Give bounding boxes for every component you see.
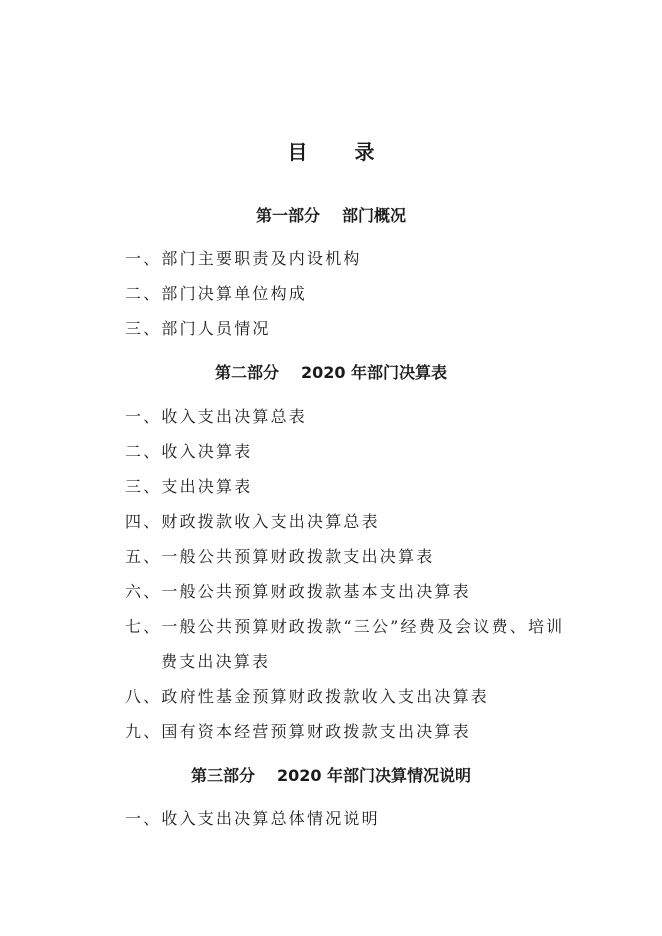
toc-title: 目 录 bbox=[287, 140, 395, 164]
toc-item-continuation: 费支出决算表 bbox=[161, 652, 271, 671]
toc-item: 二、部门决算单位构成 bbox=[125, 284, 308, 303]
toc-item: 一、收入支出决算总表 bbox=[125, 407, 308, 426]
toc-item: 一、收入支出决算总体情况说明 bbox=[125, 809, 380, 828]
toc-item: 六、一般公共预算财政拨款基本支出决算表 bbox=[125, 582, 471, 601]
toc-item: 二、收入决算表 bbox=[125, 442, 253, 461]
section-name: 2020 年部门决算情况说明 bbox=[276, 766, 472, 785]
section-heading-part2 bbox=[0, 360, 662, 383]
section-label: 第一部分 bbox=[255, 206, 320, 225]
toc-item: 五、一般公共预算财政拨款支出决算表 bbox=[125, 547, 435, 566]
section-label: 第二部分 bbox=[214, 363, 279, 382]
section-name: 部门概况 bbox=[342, 206, 407, 225]
section-label: 第三部分 bbox=[190, 766, 255, 785]
section-heading-part1 bbox=[0, 203, 662, 226]
toc-item: 三、支出决算表 bbox=[125, 477, 253, 496]
toc-item: 七、一般公共预算财政拨款“三公”经费及会议费、培训 bbox=[125, 617, 565, 636]
toc-item: 三、部门人员情况 bbox=[125, 319, 271, 338]
toc-item: 九、国有资本经营预算财政拨款支出决算表 bbox=[125, 722, 471, 741]
toc-item: 八、政府性基金预算财政拨款收入支出决算表 bbox=[125, 687, 490, 706]
section-name: 2020 年部门决算表 bbox=[300, 363, 448, 382]
toc-item: 一、部门主要职责及内设机构 bbox=[125, 249, 362, 268]
section-heading-part3 bbox=[0, 763, 662, 786]
toc-item: 四、财政拨款收入支出决算总表 bbox=[125, 512, 380, 531]
